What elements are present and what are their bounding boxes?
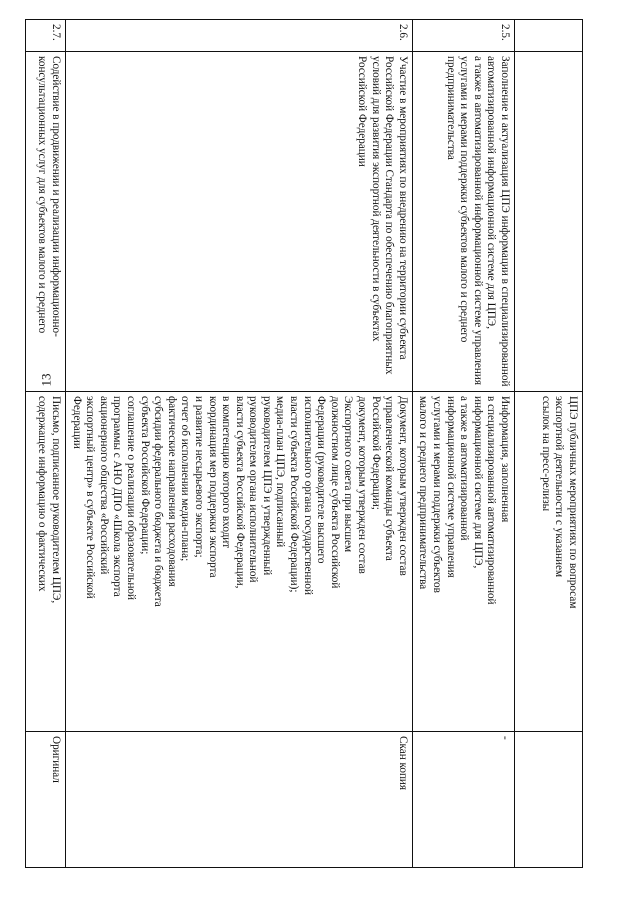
text-line: информационной системе управления	[444, 396, 457, 578]
text-line: в специализированной автоматизированной	[485, 396, 498, 605]
row-number: 2.7.	[26, 20, 66, 52]
activity-cell	[26, 52, 66, 392]
text-line: предпринимательства	[444, 56, 457, 160]
text-line: Федерации	[70, 396, 83, 449]
form-cell: Оригинал	[26, 732, 66, 868]
document-table	[25, 19, 583, 868]
documents-cell	[66, 392, 413, 732]
text-line: субсидии федерального бюджета и бюджета	[152, 396, 165, 607]
documents-cell	[26, 392, 66, 732]
form-cell: Скан копия	[66, 732, 413, 868]
text-line: исполнительного органа государственной	[301, 396, 314, 595]
table-row	[66, 20, 413, 868]
text-line: Письмо, подписанное руководителем ЦПЭ,	[50, 396, 62, 604]
text-line: власти субъекта Российской Федерации);	[288, 396, 301, 593]
form-cell	[515, 732, 583, 868]
text-line: автоматизированной информационной системе для ЦПЭ,	[485, 56, 498, 329]
text-line: информационной системе для ЦПЭ,	[471, 396, 484, 569]
text-line: Содействие в продвижении и реализации информационно-	[50, 56, 62, 337]
text-line: отчет об исполнении медиа-плана;	[179, 396, 192, 562]
text-line: ЦПЭ публичных мероприятиях по вопросам	[567, 396, 579, 609]
text-line: руководителем органа исполнительной	[247, 396, 260, 583]
text-line: ссылок на пресс-релизы	[539, 396, 552, 512]
text-line: условий для развития экспортной деятельности в субъектах	[369, 56, 382, 342]
text-line: фактические направления расходования	[165, 396, 178, 587]
text-line: Заполнение и актуализация ЦПЭ информации в специализированной	[499, 56, 511, 387]
text-line: Документ, которым утвержден состав	[396, 396, 409, 576]
text-line: программы с АНО ДПО «Школа экспорта	[111, 396, 124, 597]
text-line: услугами и мерами поддержки субъектов	[431, 396, 444, 593]
text-line: Российской Федерации;	[369, 396, 382, 510]
documents-cell	[515, 392, 583, 732]
text-line: Экспортного совета при высшем	[342, 396, 355, 553]
text-line: услугами и мерами поддержки субъектов малого и среднего	[458, 56, 471, 343]
row-number	[515, 20, 583, 52]
text-line: экспортный центр» в субъекте Российской	[84, 396, 97, 599]
text-line: малого и среднего предпринимательства	[417, 396, 430, 590]
text-line: и развитие несырьевого экспорта;	[192, 396, 205, 558]
text-line: содержащее информацию о фактических	[36, 396, 49, 592]
table-row	[26, 20, 66, 868]
text-line: координация мер поддержки экспорта	[206, 396, 219, 578]
text-line: руководителем ЦПЭ и утвержденный	[260, 396, 273, 576]
table-row	[515, 20, 583, 868]
text-line: Информация, заполненная	[499, 396, 511, 523]
text-line: субъекта Российской Федерации;	[138, 396, 151, 555]
text-line: медиа-план ЦПЭ, подписанный	[274, 396, 287, 548]
text-line: а также в автоматизированной	[458, 396, 471, 541]
text-line: соглашение о реализации образовательной	[124, 396, 137, 601]
activity-cell	[412, 52, 514, 392]
text-line: власти субъекта Российской Федерации,	[233, 396, 246, 589]
text-line: акционерного общества «Российский	[97, 396, 110, 575]
row-number: 2.5.	[412, 20, 514, 52]
table-row	[412, 20, 514, 868]
text-line: управленческой команды субъекта	[383, 396, 396, 561]
text-line: Федерации (руководителе высшего	[315, 396, 328, 564]
text-line: должностном лице субъекта Российской	[328, 396, 341, 589]
text-line: экспортной деятельности с указанием	[553, 396, 566, 578]
text-line: Российской Федерации Стандарта по обеспечению благоприятных	[383, 56, 396, 375]
text-line: а также в автоматизированной информационной системе управления	[471, 56, 484, 385]
form-cell: -	[412, 732, 514, 868]
text-line: консультационных услуг для субъектов малого и среднего	[36, 56, 49, 334]
text-line: документ, которым утвержден состав	[356, 396, 369, 574]
text-line: в компетенцию которого входит	[220, 396, 233, 549]
documents-cell	[412, 392, 514, 732]
row-number: 2.6.	[66, 20, 413, 52]
text-line: Участие в мероприятиях по внедрению на территории субъекта	[396, 56, 409, 360]
text-line: Российской Федерации	[356, 56, 369, 167]
activity-cell	[515, 52, 583, 392]
page-number: 13	[38, 373, 54, 387]
activity-cell	[66, 52, 413, 392]
